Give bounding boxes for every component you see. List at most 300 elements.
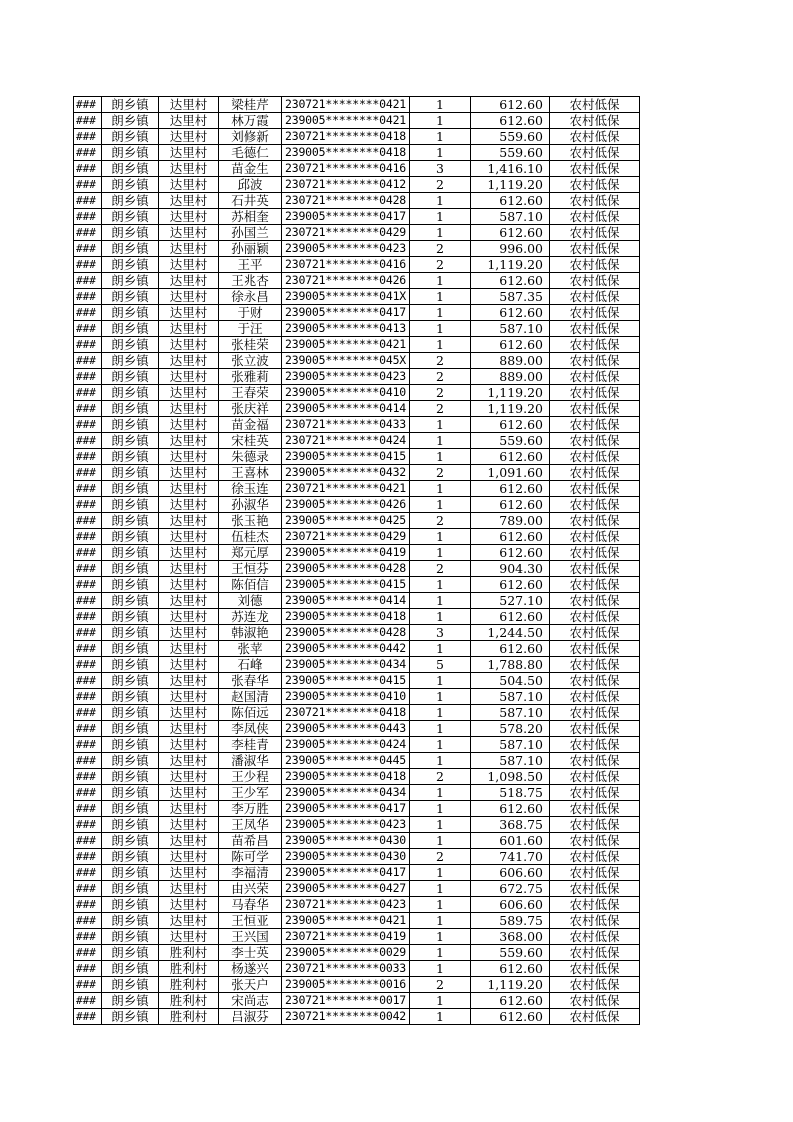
village-cell: 胜利村 (159, 1009, 219, 1025)
village-cell: 达里村 (159, 305, 219, 321)
category-cell: 农村低保 (550, 369, 640, 385)
village-cell: 达里村 (159, 161, 219, 177)
household-size-cell: 1 (410, 753, 471, 769)
amount-cell: 587.10 (471, 321, 550, 337)
row-index-cell: ### (74, 609, 102, 625)
id-number-cell: 230721********0421 (282, 97, 410, 113)
household-size-cell: 1 (410, 737, 471, 753)
name-cell: 王平 (219, 257, 282, 273)
table-row (74, 113, 640, 129)
village-cell: 胜利村 (159, 993, 219, 1009)
id-number-cell: 230721********0418 (282, 129, 410, 145)
household-size-cell: 1 (410, 305, 471, 321)
id-number-cell: 239005********0418 (282, 769, 410, 785)
name-cell: 刘修新 (219, 129, 282, 145)
category-cell: 农村低保 (550, 337, 640, 353)
name-cell: 林万霞 (219, 113, 282, 129)
name-cell: 杨遂兴 (219, 961, 282, 977)
category-cell: 农村低保 (550, 577, 640, 593)
amount-cell: 612.60 (471, 1009, 550, 1025)
amount-cell: 612.60 (471, 609, 550, 625)
category-cell: 农村低保 (550, 801, 640, 817)
household-size-cell: 1 (410, 225, 471, 241)
row-index-cell: ### (74, 353, 102, 369)
id-number-cell: 230721********0042 (282, 1009, 410, 1025)
name-cell: 张玉艳 (219, 513, 282, 529)
village-cell: 达里村 (159, 465, 219, 481)
id-number-cell: 230721********0429 (282, 225, 410, 241)
amount-cell: 527.10 (471, 593, 550, 609)
data-table (73, 96, 640, 1025)
household-size-cell: 1 (410, 209, 471, 225)
id-number-cell: 230721********0423 (282, 897, 410, 913)
table-row (74, 545, 640, 561)
category-cell: 农村低保 (550, 433, 640, 449)
category-cell: 农村低保 (550, 961, 640, 977)
township-cell: 朗乡镇 (102, 513, 159, 529)
amount-cell: 996.00 (471, 241, 550, 257)
table-row (74, 353, 640, 369)
row-index-cell: ### (74, 881, 102, 897)
household-size-cell: 1 (410, 705, 471, 721)
id-number-cell: 230721********0426 (282, 273, 410, 289)
table-row (74, 961, 640, 977)
row-index-cell: ### (74, 945, 102, 961)
amount-cell: 587.35 (471, 289, 550, 305)
village-cell: 达里村 (159, 401, 219, 417)
category-cell: 农村低保 (550, 929, 640, 945)
township-cell: 朗乡镇 (102, 193, 159, 209)
row-index-cell: ### (74, 161, 102, 177)
table-row (74, 337, 640, 353)
category-cell: 农村低保 (550, 241, 640, 257)
household-size-cell: 1 (410, 689, 471, 705)
id-number-cell: 239005********0423 (282, 369, 410, 385)
township-cell: 朗乡镇 (102, 289, 159, 305)
id-number-cell: 230721********0017 (282, 993, 410, 1009)
row-index-cell: ### (74, 289, 102, 305)
table-row (74, 689, 640, 705)
row-index-cell: ### (74, 321, 102, 337)
id-number-cell: 230721********0424 (282, 433, 410, 449)
id-number-cell: 239005********0414 (282, 593, 410, 609)
id-number-cell: 239005********0410 (282, 689, 410, 705)
table-row (74, 449, 640, 465)
id-number-cell: 239005********0417 (282, 801, 410, 817)
village-cell: 达里村 (159, 673, 219, 689)
amount-cell: 587.10 (471, 737, 550, 753)
township-cell: 朗乡镇 (102, 401, 159, 417)
category-cell: 农村低保 (550, 993, 640, 1009)
village-cell: 达里村 (159, 833, 219, 849)
category-cell: 农村低保 (550, 849, 640, 865)
row-index-cell: ### (74, 753, 102, 769)
name-cell: 李桂青 (219, 737, 282, 753)
township-cell: 朗乡镇 (102, 433, 159, 449)
row-index-cell: ### (74, 129, 102, 145)
name-cell: 王少程 (219, 769, 282, 785)
id-number-cell: 239005********0418 (282, 609, 410, 625)
id-number-cell: 230721********0418 (282, 705, 410, 721)
name-cell: 陈佰信 (219, 577, 282, 593)
category-cell: 农村低保 (550, 145, 640, 161)
category-cell: 农村低保 (550, 321, 640, 337)
id-number-cell: 239005********0432 (282, 465, 410, 481)
name-cell: 郑元厚 (219, 545, 282, 561)
amount-cell: 1,416.10 (471, 161, 550, 177)
amount-cell: 1,788.80 (471, 657, 550, 673)
table-row (74, 465, 640, 481)
id-number-cell: 239005********0430 (282, 833, 410, 849)
id-number-cell: 230721********0033 (282, 961, 410, 977)
row-index-cell: ### (74, 673, 102, 689)
category-cell: 农村低保 (550, 177, 640, 193)
amount-cell: 612.60 (471, 225, 550, 241)
id-number-cell: 230721********0428 (282, 193, 410, 209)
amount-cell: 889.00 (471, 369, 550, 385)
id-number-cell: 239005********0016 (282, 977, 410, 993)
amount-cell: 559.60 (471, 129, 550, 145)
amount-cell: 1,119.20 (471, 257, 550, 273)
table-row (74, 481, 640, 497)
id-number-cell: 230721********0421 (282, 481, 410, 497)
row-index-cell: ### (74, 593, 102, 609)
table-row (74, 161, 640, 177)
amount-cell: 612.60 (471, 577, 550, 593)
category-cell: 农村低保 (550, 385, 640, 401)
category-cell: 农村低保 (550, 753, 640, 769)
table-row (74, 177, 640, 193)
name-cell: 李万胜 (219, 801, 282, 817)
category-cell: 农村低保 (550, 673, 640, 689)
id-number-cell: 239005********041X (282, 289, 410, 305)
amount-cell: 612.60 (471, 497, 550, 513)
name-cell: 李士英 (219, 945, 282, 961)
village-cell: 达里村 (159, 369, 219, 385)
row-index-cell: ### (74, 193, 102, 209)
amount-cell: 612.60 (471, 97, 550, 113)
id-number-cell: 239005********0423 (282, 241, 410, 257)
township-cell: 朗乡镇 (102, 97, 159, 113)
village-cell: 达里村 (159, 561, 219, 577)
township-cell: 朗乡镇 (102, 865, 159, 881)
name-cell: 苗金生 (219, 161, 282, 177)
village-cell: 达里村 (159, 641, 219, 657)
amount-cell: 612.60 (471, 545, 550, 561)
name-cell: 石峰 (219, 657, 282, 673)
amount-cell: 612.60 (471, 273, 550, 289)
table-row (74, 497, 640, 513)
name-cell: 宋桂英 (219, 433, 282, 449)
township-cell: 朗乡镇 (102, 369, 159, 385)
name-cell: 苏相奎 (219, 209, 282, 225)
id-number-cell: 239005********0445 (282, 753, 410, 769)
table-row (74, 753, 640, 769)
township-cell: 朗乡镇 (102, 561, 159, 577)
category-cell: 农村低保 (550, 97, 640, 113)
row-index-cell: ### (74, 625, 102, 641)
name-cell: 邱波 (219, 177, 282, 193)
row-index-cell: ### (74, 577, 102, 593)
township-cell: 朗乡镇 (102, 273, 159, 289)
row-index-cell: ### (74, 97, 102, 113)
household-size-cell: 1 (410, 913, 471, 929)
table-row (74, 849, 640, 865)
row-index-cell: ### (74, 897, 102, 913)
id-number-cell: 239005********0414 (282, 401, 410, 417)
household-size-cell: 1 (410, 113, 471, 129)
name-cell: 梁桂芹 (219, 97, 282, 113)
table-row (74, 225, 640, 241)
id-number-cell: 239005********0415 (282, 577, 410, 593)
table-row (74, 609, 640, 625)
id-number-cell: 239005********0423 (282, 817, 410, 833)
table-row (74, 705, 640, 721)
township-cell: 朗乡镇 (102, 593, 159, 609)
name-cell: 孙丽颖 (219, 241, 282, 257)
table-row (74, 801, 640, 817)
name-cell: 陈佰远 (219, 705, 282, 721)
row-index-cell: ### (74, 1009, 102, 1025)
name-cell: 赵国清 (219, 689, 282, 705)
table-row (74, 529, 640, 545)
name-cell: 孙国兰 (219, 225, 282, 241)
township-cell: 朗乡镇 (102, 481, 159, 497)
township-cell: 朗乡镇 (102, 305, 159, 321)
id-number-cell: 239005********0417 (282, 209, 410, 225)
amount-cell: 559.60 (471, 945, 550, 961)
household-size-cell: 2 (410, 177, 471, 193)
table-row (74, 657, 640, 673)
village-cell: 达里村 (159, 609, 219, 625)
id-number-cell: 239005********0426 (282, 497, 410, 513)
table-row (74, 881, 640, 897)
household-size-cell: 1 (410, 321, 471, 337)
id-number-cell: 239005********0421 (282, 337, 410, 353)
amount-cell: 612.60 (471, 417, 550, 433)
id-number-cell: 230721********0429 (282, 529, 410, 545)
category-cell: 农村低保 (550, 209, 640, 225)
amount-cell: 587.10 (471, 689, 550, 705)
table-row (74, 305, 640, 321)
row-index-cell: ### (74, 705, 102, 721)
category-cell: 农村低保 (550, 449, 640, 465)
category-cell: 农村低保 (550, 641, 640, 657)
id-number-cell: 230721********0416 (282, 257, 410, 273)
table-row (74, 993, 640, 1009)
table-row (74, 433, 640, 449)
household-size-cell: 1 (410, 481, 471, 497)
amount-cell: 368.00 (471, 929, 550, 945)
township-cell: 朗乡镇 (102, 833, 159, 849)
household-size-cell: 2 (410, 561, 471, 577)
household-size-cell: 1 (410, 593, 471, 609)
row-index-cell: ### (74, 177, 102, 193)
household-size-cell: 3 (410, 161, 471, 177)
amount-cell: 889.00 (471, 353, 550, 369)
village-cell: 达里村 (159, 321, 219, 337)
township-cell: 朗乡镇 (102, 209, 159, 225)
category-cell: 农村低保 (550, 481, 640, 497)
row-index-cell: ### (74, 689, 102, 705)
category-cell: 农村低保 (550, 113, 640, 129)
table-row (74, 97, 640, 113)
household-size-cell: 1 (410, 417, 471, 433)
name-cell: 陈可学 (219, 849, 282, 865)
village-cell: 达里村 (159, 625, 219, 641)
row-index-cell: ### (74, 657, 102, 673)
amount-cell: 606.60 (471, 897, 550, 913)
category-cell: 农村低保 (550, 497, 640, 513)
township-cell: 朗乡镇 (102, 241, 159, 257)
township-cell: 朗乡镇 (102, 225, 159, 241)
category-cell: 农村低保 (550, 289, 640, 305)
amount-cell: 504.50 (471, 673, 550, 689)
amount-cell: 741.70 (471, 849, 550, 865)
township-cell: 朗乡镇 (102, 961, 159, 977)
name-cell: 朱德录 (219, 449, 282, 465)
township-cell: 朗乡镇 (102, 129, 159, 145)
village-cell: 达里村 (159, 417, 219, 433)
id-number-cell: 239005********0430 (282, 849, 410, 865)
row-index-cell: ### (74, 449, 102, 465)
household-size-cell: 1 (410, 289, 471, 305)
village-cell: 达里村 (159, 177, 219, 193)
name-cell: 宋尚志 (219, 993, 282, 1009)
table-row (74, 145, 640, 161)
household-size-cell: 1 (410, 673, 471, 689)
township-cell: 朗乡镇 (102, 161, 159, 177)
amount-cell: 612.60 (471, 641, 550, 657)
amount-cell: 612.60 (471, 113, 550, 129)
category-cell: 农村低保 (550, 913, 640, 929)
id-number-cell: 239005********0428 (282, 625, 410, 641)
village-cell: 达里村 (159, 481, 219, 497)
amount-cell: 1,119.20 (471, 177, 550, 193)
name-cell: 马春华 (219, 897, 282, 913)
category-cell: 农村低保 (550, 737, 640, 753)
category-cell: 农村低保 (550, 705, 640, 721)
township-cell: 朗乡镇 (102, 881, 159, 897)
amount-cell: 612.60 (471, 449, 550, 465)
id-number-cell: 239005********0410 (282, 385, 410, 401)
household-size-cell: 1 (410, 721, 471, 737)
township-cell: 朗乡镇 (102, 337, 159, 353)
id-number-cell: 239005********0415 (282, 449, 410, 465)
row-index-cell: ### (74, 225, 102, 241)
household-size-cell: 5 (410, 657, 471, 673)
township-cell: 朗乡镇 (102, 417, 159, 433)
id-number-cell: 239005********0413 (282, 321, 410, 337)
table-row (74, 929, 640, 945)
household-size-cell: 1 (410, 497, 471, 513)
household-size-cell: 2 (410, 769, 471, 785)
amount-cell: 559.60 (471, 145, 550, 161)
id-number-cell: 230721********0419 (282, 929, 410, 945)
name-cell: 苏连龙 (219, 609, 282, 625)
amount-cell: 368.75 (471, 817, 550, 833)
village-cell: 达里村 (159, 657, 219, 673)
household-size-cell: 2 (410, 241, 471, 257)
village-cell: 达里村 (159, 817, 219, 833)
amount-cell: 904.30 (471, 561, 550, 577)
household-size-cell: 2 (410, 385, 471, 401)
township-cell: 朗乡镇 (102, 1009, 159, 1025)
id-number-cell: 239005********0425 (282, 513, 410, 529)
household-size-cell: 2 (410, 513, 471, 529)
village-cell: 胜利村 (159, 961, 219, 977)
amount-cell: 601.60 (471, 833, 550, 849)
village-cell: 达里村 (159, 689, 219, 705)
row-index-cell: ### (74, 929, 102, 945)
township-cell: 朗乡镇 (102, 145, 159, 161)
village-cell: 达里村 (159, 289, 219, 305)
name-cell: 李福清 (219, 865, 282, 881)
household-size-cell: 1 (410, 273, 471, 289)
category-cell: 农村低保 (550, 657, 640, 673)
village-cell: 胜利村 (159, 977, 219, 993)
category-cell: 农村低保 (550, 545, 640, 561)
table-row (74, 769, 640, 785)
row-index-cell: ### (74, 209, 102, 225)
category-cell: 农村低保 (550, 689, 640, 705)
village-cell: 达里村 (159, 129, 219, 145)
township-cell: 朗乡镇 (102, 657, 159, 673)
village-cell: 达里村 (159, 225, 219, 241)
table-row (74, 593, 640, 609)
id-number-cell: 239005********045X (282, 353, 410, 369)
township-cell: 朗乡镇 (102, 257, 159, 273)
village-cell: 达里村 (159, 865, 219, 881)
name-cell: 于汪 (219, 321, 282, 337)
name-cell: 张苹 (219, 641, 282, 657)
category-cell: 农村低保 (550, 161, 640, 177)
category-cell: 农村低保 (550, 401, 640, 417)
id-number-cell: 239005********0434 (282, 657, 410, 673)
row-index-cell: ### (74, 561, 102, 577)
village-cell: 达里村 (159, 737, 219, 753)
name-cell: 徐永昌 (219, 289, 282, 305)
name-cell: 李凤侠 (219, 721, 282, 737)
table-row (74, 721, 640, 737)
category-cell: 农村低保 (550, 1009, 640, 1025)
row-index-cell: ### (74, 977, 102, 993)
table-row (74, 401, 640, 417)
id-number-cell: 239005********0029 (282, 945, 410, 961)
village-cell: 达里村 (159, 337, 219, 353)
village-cell: 达里村 (159, 353, 219, 369)
township-cell: 朗乡镇 (102, 625, 159, 641)
table-row (74, 865, 640, 881)
table-row (74, 513, 640, 529)
category-cell: 农村低保 (550, 865, 640, 881)
township-cell: 朗乡镇 (102, 785, 159, 801)
id-number-cell: 239005********0428 (282, 561, 410, 577)
household-size-cell: 1 (410, 961, 471, 977)
household-size-cell: 1 (410, 833, 471, 849)
village-cell: 达里村 (159, 897, 219, 913)
row-index-cell: ### (74, 385, 102, 401)
village-cell: 达里村 (159, 913, 219, 929)
township-cell: 朗乡镇 (102, 321, 159, 337)
id-number-cell: 239005********0417 (282, 305, 410, 321)
row-index-cell: ### (74, 257, 102, 273)
row-index-cell: ### (74, 833, 102, 849)
township-cell: 朗乡镇 (102, 737, 159, 753)
name-cell: 由兴荣 (219, 881, 282, 897)
amount-cell: 1,098.50 (471, 769, 550, 785)
township-cell: 朗乡镇 (102, 769, 159, 785)
